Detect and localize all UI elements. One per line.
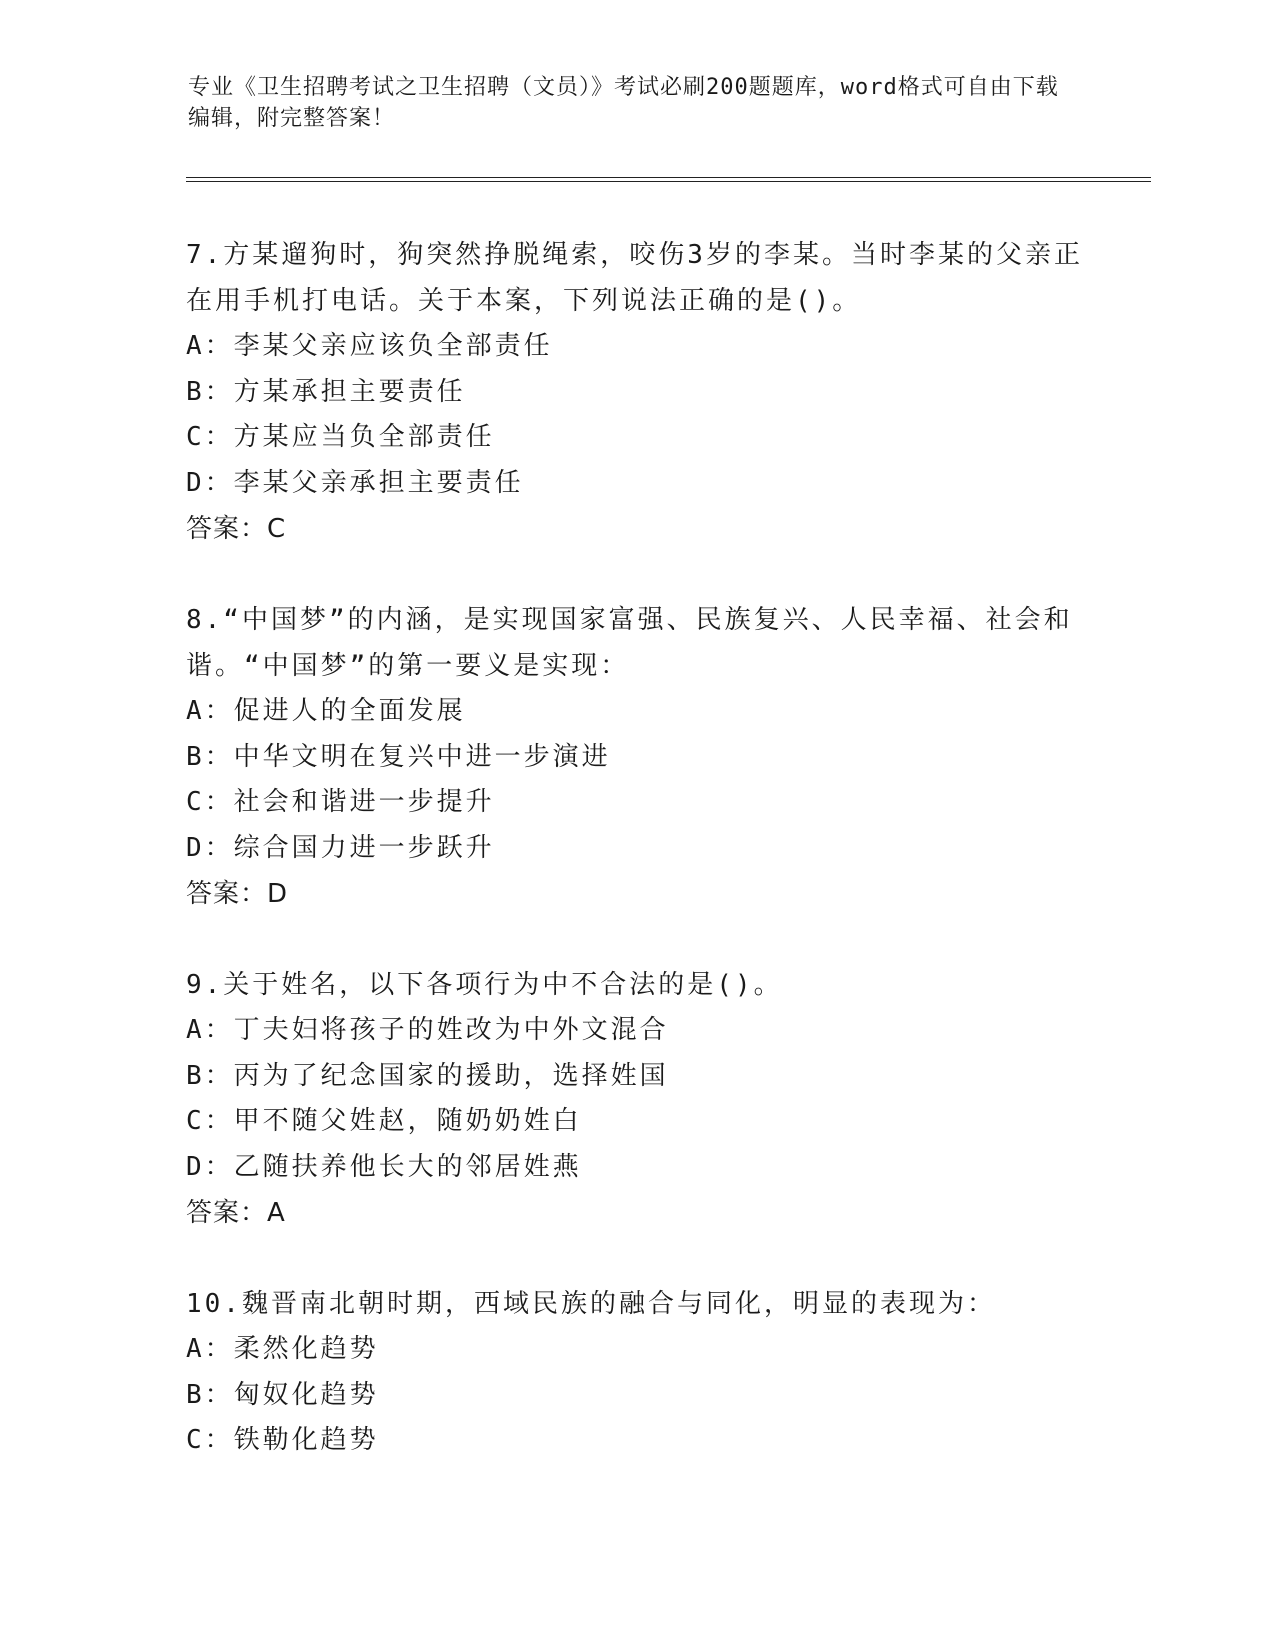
- option-b: B：丙为了纪念国家的援助，选择姓国: [186, 1060, 669, 1091]
- question-7: [186, 232, 1086, 552]
- option-c: C：铁勒化趋势: [186, 1425, 379, 1455]
- header-divider: [186, 177, 1151, 182]
- option-d: D：乙随扶养他长大的邻居姓燕: [186, 1151, 582, 1182]
- answer: 答案：C: [186, 514, 287, 544]
- question-stem: 9.关于姓名，以下各项行为中不合法的是()。: [186, 970, 783, 1000]
- option-b: B：中华文明在复兴中进一步演进: [186, 741, 611, 772]
- option-d: D：李某父亲承担主要责任: [186, 467, 524, 498]
- option-b: B：匈奴化趋势: [186, 1379, 379, 1410]
- header-text: 专业《卫生招聘考试之卫生招聘（文员）》考试必刷200题题库，word格式可自由下载编辑，附完整答案！: [188, 75, 1059, 131]
- option-c: C：方某应当负全部责任: [186, 422, 495, 452]
- question-stem: 7.方某遛狗时，狗突然挣脱绳索，咬伤3岁的李某。当时李某的父亲正在用手机打电话。关于本案，下列说法正确的是()。: [186, 240, 1083, 316]
- answer: 答案：A: [186, 1198, 286, 1228]
- question-10: [186, 1281, 1086, 1464]
- question-stem: 8.“中国梦”的内涵，是实现国家富强、民族复兴、人民幸福、社会和谐。“中国梦”的第一要义是实现：: [186, 605, 1073, 681]
- option-d: D：综合国力进一步跃升: [186, 832, 495, 863]
- question-stem: 10.魏晋南北朝时期，西域民族的融合与同化，明显的表现为：: [186, 1289, 996, 1319]
- option-c: C：社会和谐进一步提升: [186, 787, 495, 817]
- answer: 答案：D: [186, 879, 289, 909]
- option-c: C：甲不随父姓赵，随奶奶姓白: [186, 1106, 582, 1136]
- spacer: [186, 917, 1086, 962]
- option-a: A：丁夫妇将孩子的姓改为中外文混合: [186, 1015, 669, 1045]
- option-b: B：方某承担主要责任: [186, 376, 466, 407]
- spacer: [186, 1236, 1086, 1281]
- question-8: [186, 597, 1086, 917]
- document-header: [188, 72, 1068, 134]
- option-a: A：促进人的全面发展: [186, 696, 466, 726]
- spacer: [186, 552, 1086, 597]
- option-a: A：柔然化趋势: [186, 1334, 379, 1364]
- option-a: A：李某父亲应该负全部责任: [186, 331, 553, 361]
- question-9: [186, 962, 1086, 1236]
- question-list: [186, 232, 1086, 1464]
